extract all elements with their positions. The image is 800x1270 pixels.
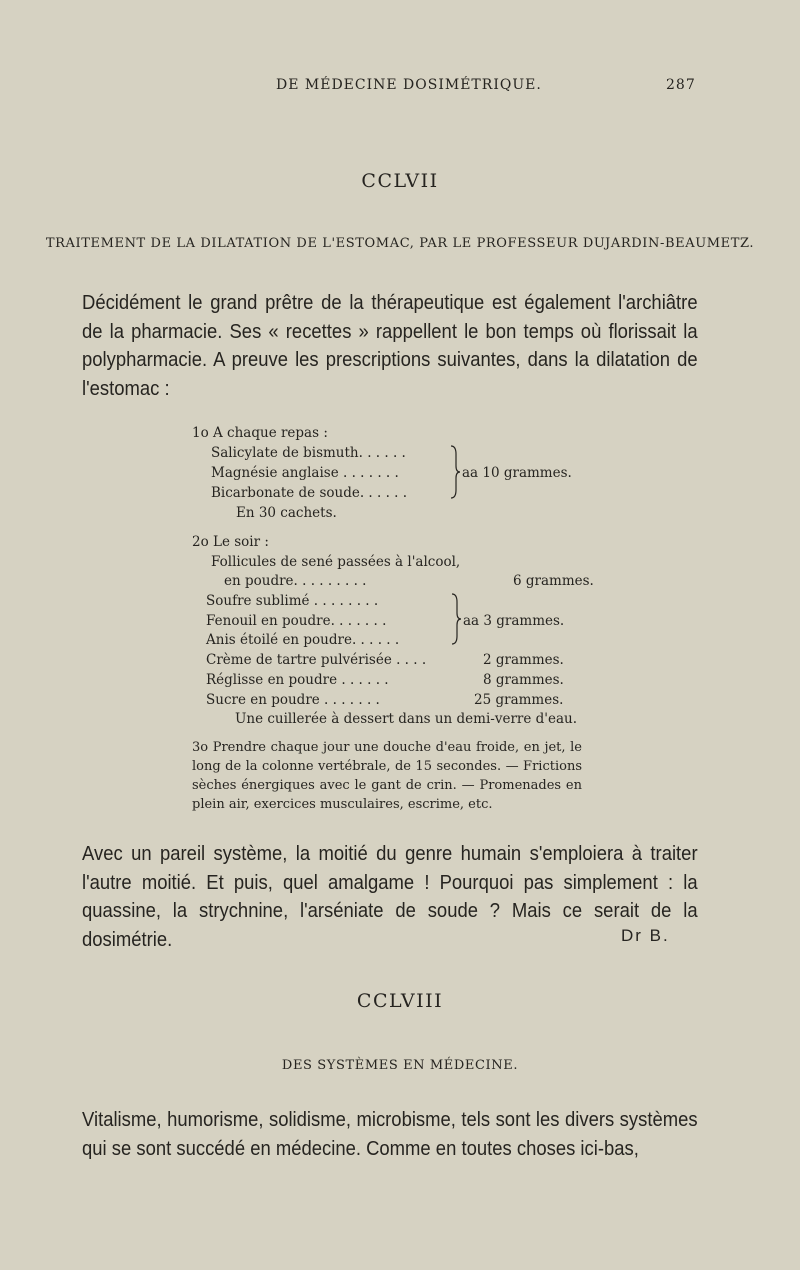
section-title: DES SYSTÈMES EN MÉDECINE. bbox=[281, 1058, 519, 1073]
rx2-note: Une cuillerée à dessert dans un demi-verre d'eau. bbox=[235, 711, 578, 727]
rx2-line: en poudre. . . . . . . . . bbox=[224, 573, 367, 589]
rx2-dose: 25 grammes. bbox=[474, 692, 564, 708]
section-number: CCLVII bbox=[361, 170, 439, 192]
signature: Dr B. bbox=[621, 926, 670, 945]
rx2-group-item: Fenouil en poudre. . . . . . . bbox=[206, 613, 387, 629]
rx2-group-item: Anis étoilé en poudre. . . . . . bbox=[206, 632, 400, 648]
rx2-line: Follicules de sené passées à l'alcool, bbox=[211, 554, 461, 570]
page-number: 287 bbox=[666, 77, 696, 93]
rx2-dose: 2 grammes. bbox=[483, 652, 564, 668]
rx2-dose: 8 grammes. bbox=[483, 672, 564, 688]
prescription-3: 3o Prendre chaque jour une douche d'eau froide, en jet, le long de la colonne vertébrale, de 15 secondes. — Frictions sèches énergiques avec le gant de crin. — Promenades en plein air, exercices musculaires, escrime, etc. bbox=[192, 740, 582, 812]
rx1-note: En 30 cachets. bbox=[236, 505, 337, 521]
conclusion-paragraph: Avec un pareil système, la moitié du genre humain s'emploiera à traiter l'autre moitié. Et puis, quel amalgame ! Pourquoi pas simplement : la quassine, la strychnine, l'arséniate de soude ? Mais ce serait de la dosimétrie. bbox=[82, 842, 698, 951]
rx1-dose: aa 10 grammes. bbox=[462, 465, 572, 481]
rx1-item: Bicarbonate de soude. . . . . . bbox=[211, 485, 408, 501]
rx1-heading: 1o A chaque repas : bbox=[192, 425, 328, 441]
section-number: CCLVIII bbox=[356, 990, 444, 1012]
rx2-line: Réglisse en poudre . . . . . . bbox=[206, 672, 389, 688]
section2-paragraph: Vitalisme, humorisme, solidisme, microbisme, tels sont les divers systèmes qui se sont succédé en médecine. Comme en toutes choses ici-bas, bbox=[82, 1108, 698, 1160]
rx2-heading: 2o Le soir : bbox=[192, 534, 269, 550]
rx2-group-dose: aa 3 grammes. bbox=[463, 613, 565, 629]
running-title: DE MÉDECINE DOSIMÉTRIQUE. bbox=[276, 77, 542, 93]
rx1-item: Magnésie anglaise . . . . . . . bbox=[211, 465, 399, 481]
rx2-line: Sucre en poudre . . . . . . . bbox=[206, 692, 380, 708]
rx2-group-item: Soufre sublimé . . . . . . . . bbox=[206, 593, 379, 609]
rx2-dose: 6 grammes. bbox=[513, 573, 594, 589]
intro-paragraph: Décidément le grand prêtre de la thérapeutique est également l'archiâtre de la pharmacie. Ses « recettes » rappellent le bon temps où florissait la polypharmacie. A preuve les prescriptions suivantes, dans la dilatation de l'estomac : bbox=[82, 291, 698, 400]
rx2-line: Crème de tartre pulvérisée . . . . bbox=[206, 652, 427, 668]
brace-icon bbox=[448, 444, 460, 500]
brace-icon bbox=[449, 592, 461, 646]
section-title: TRAITEMENT DE LA DILATATION DE L'ESTOMAC, PAR LE PROFESSEUR DUJARDIN-BEAUMETZ. bbox=[45, 236, 755, 251]
rx1-item: Salicylate de bismuth. . . . . . bbox=[211, 445, 406, 461]
